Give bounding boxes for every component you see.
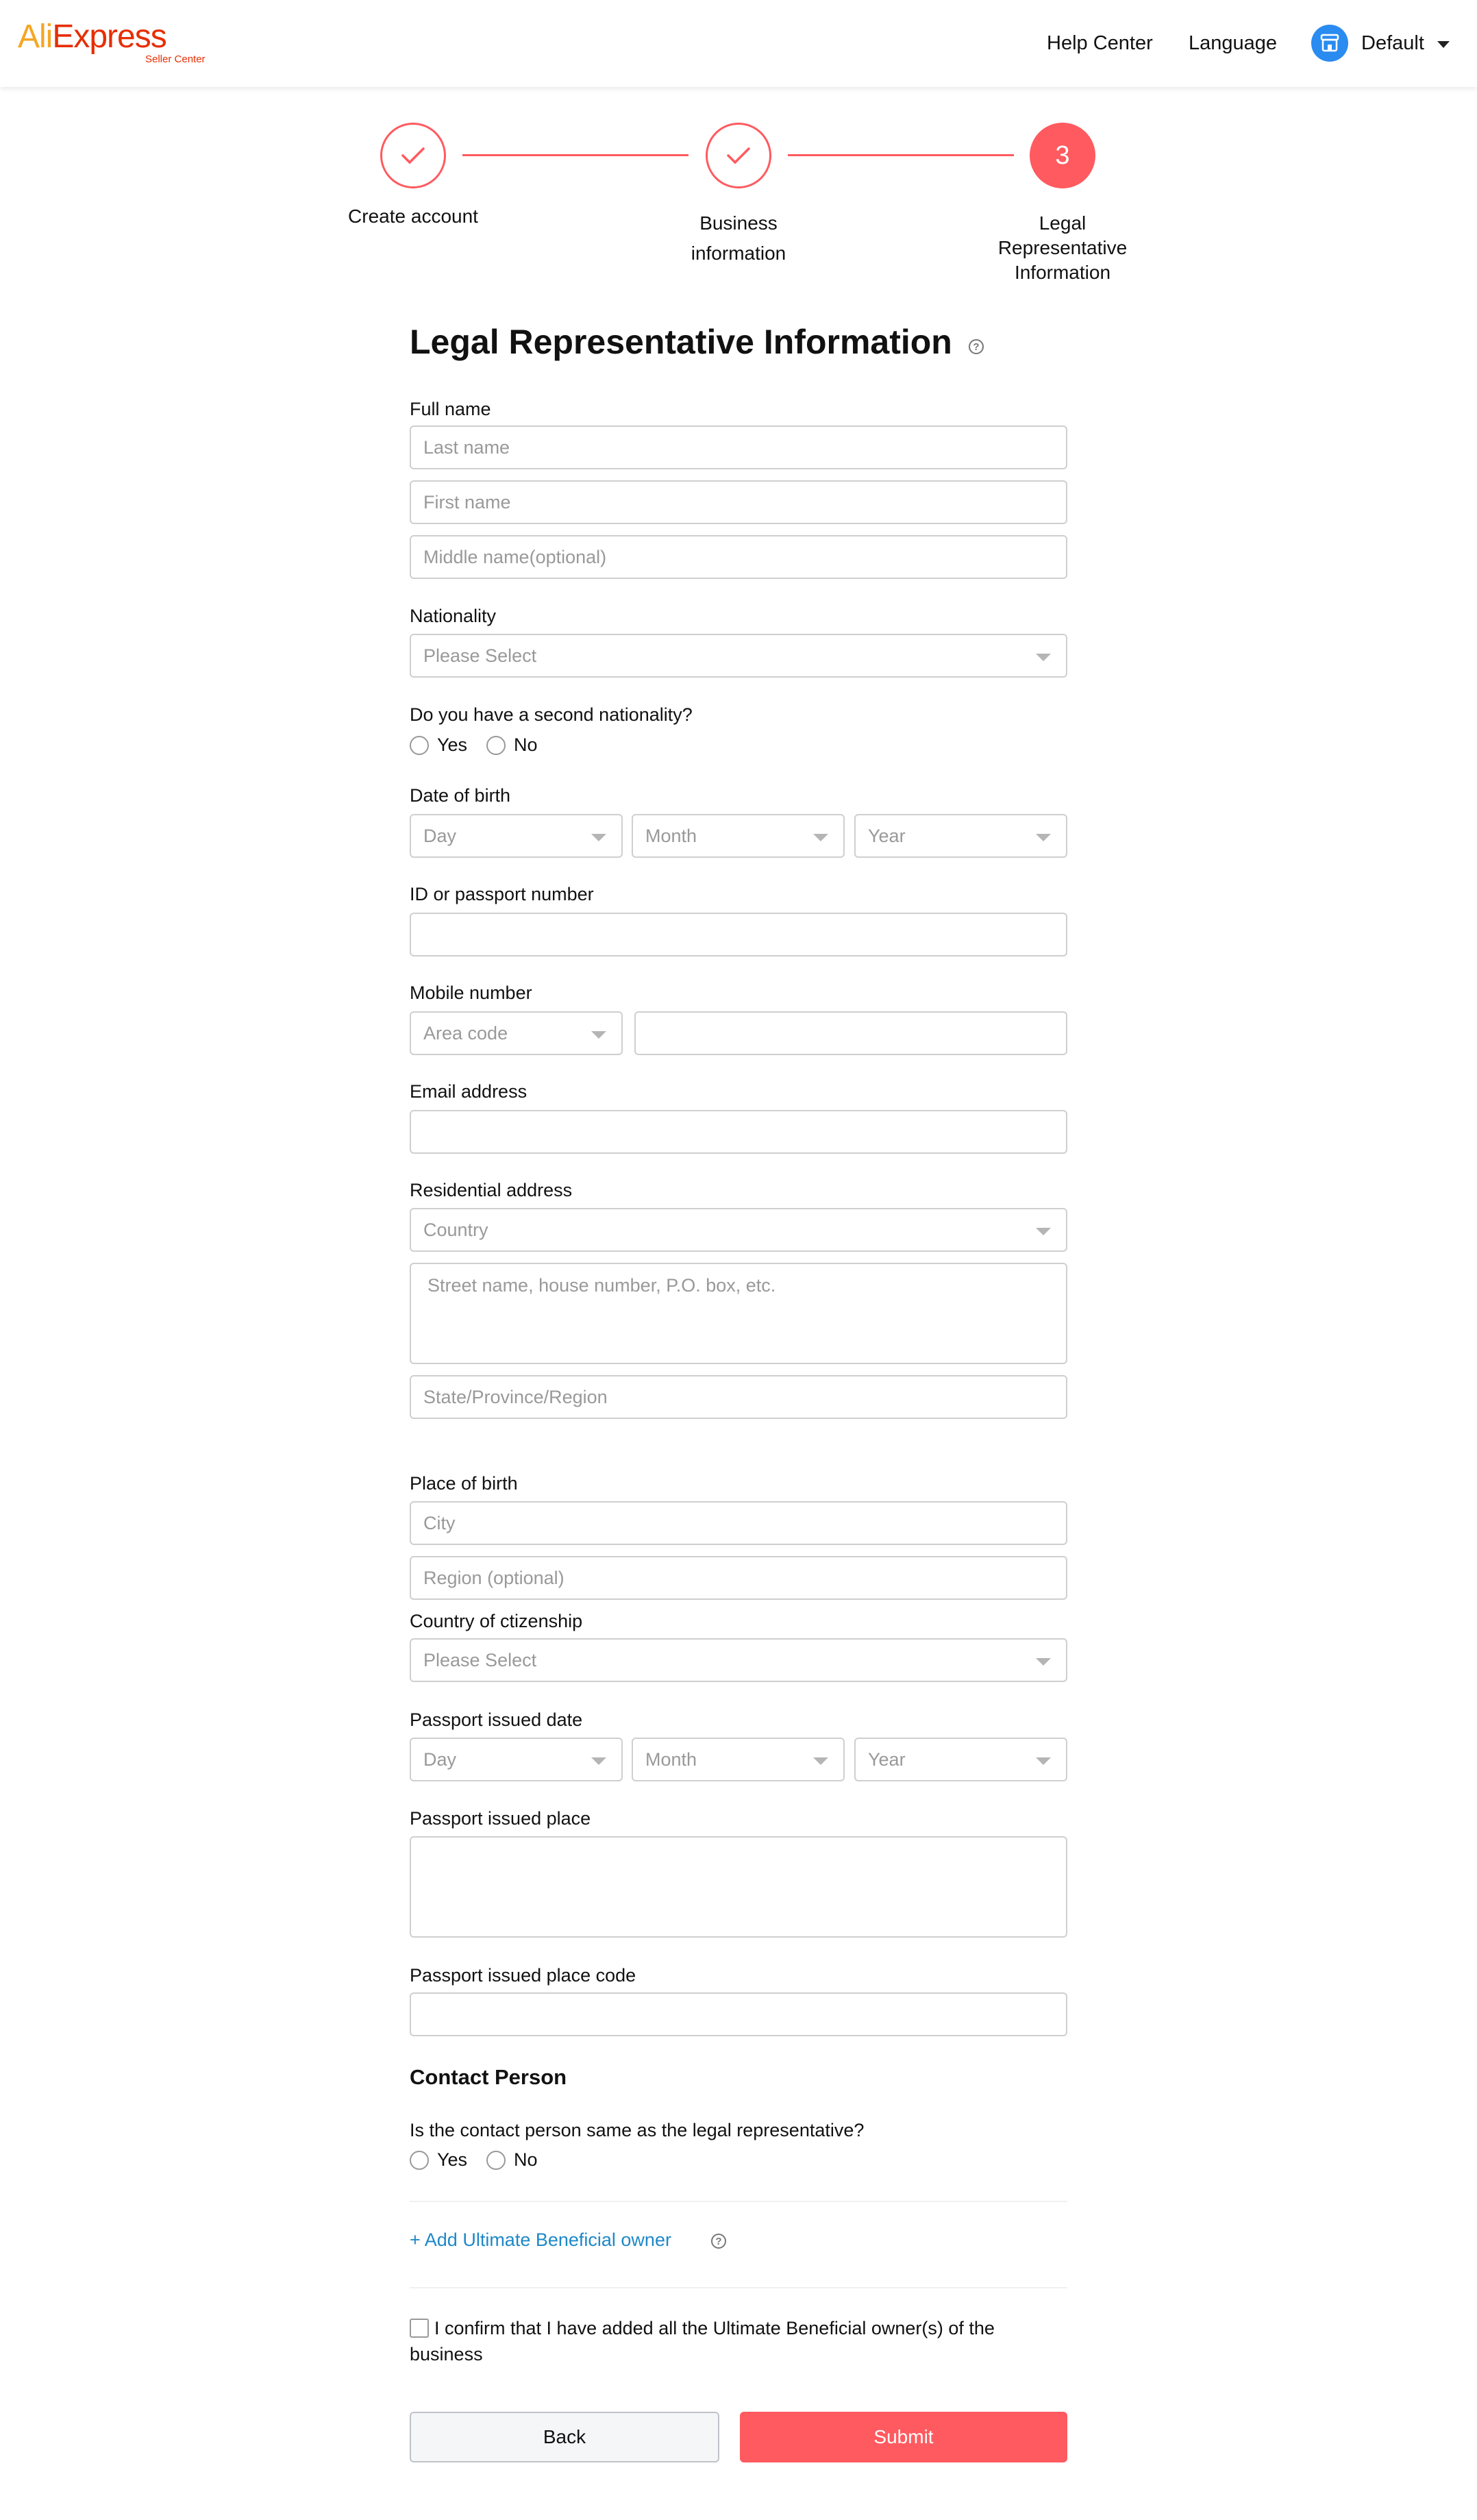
- add-beneficial-owner-link[interactable]: + Add Ultimate Beneficial owner: [410, 2229, 671, 2250]
- passport-place-code-label: Passport issued place code: [410, 1965, 636, 1986]
- email-input[interactable]: [410, 1110, 1067, 1154]
- residential-country-select[interactable]: [410, 1208, 1067, 1252]
- passport-place-label: Passport issued place: [410, 1808, 591, 1829]
- passport-month-value: Month: [645, 1749, 697, 1770]
- submit-button[interactable]: Submit: [740, 2412, 1067, 2462]
- citizenship-value: Please Select: [423, 1649, 537, 1670]
- help-center-link[interactable]: Help Center: [1047, 32, 1153, 54]
- mobile-number-label: Mobile number: [410, 983, 532, 1003]
- radio-button[interactable]: [486, 736, 506, 755]
- chevron-down-icon: [813, 1757, 828, 1765]
- radio-yes-label: Yes: [437, 2149, 468, 2170]
- area-code-value: Area code: [423, 1022, 508, 1043]
- contact-same-yes[interactable]: [410, 2149, 467, 2171]
- passport-year-select[interactable]: [854, 1738, 1067, 1781]
- step-2-check-icon: [706, 123, 771, 188]
- area-code-select[interactable]: [410, 1011, 623, 1055]
- chevron-down-icon: [1036, 1228, 1051, 1235]
- step-1-label: Create account: [348, 206, 478, 227]
- full-name-label: Full name: [410, 399, 491, 419]
- state-province-input[interactable]: State/Province/Region: [410, 1375, 1067, 1419]
- nationality-select-value: Please Select: [423, 645, 537, 666]
- contact-question-label: Is the contact person same as the legal representative?: [410, 2120, 865, 2140]
- radio-button[interactable]: [410, 736, 429, 755]
- birth-day-value: Day: [423, 825, 457, 846]
- second-nationality-radios: [410, 734, 557, 756]
- confirm-ubo-checkbox[interactable]: [410, 2319, 429, 2338]
- radio-button[interactable]: [486, 2151, 506, 2170]
- section-divider: [410, 2287, 1067, 2288]
- language-link[interactable]: Language: [1189, 32, 1278, 54]
- residential-country-value: Country: [423, 1219, 488, 1240]
- last-name-input[interactable]: Last name: [410, 425, 1067, 469]
- aliexpress-logo[interactable]: [18, 18, 206, 65]
- top-header: [0, 0, 1477, 87]
- radio-no-label: No: [514, 734, 538, 755]
- account-menu[interactable]: Default: [1361, 32, 1424, 54]
- help-question-icon[interactable]: ?: [969, 339, 984, 354]
- step-connector: [788, 154, 1014, 156]
- chevron-down-icon: [591, 834, 606, 841]
- step-3-label: Legal Representative Information: [997, 212, 1128, 283]
- chevron-down-icon: [1036, 654, 1051, 661]
- second-nationality-no[interactable]: [486, 734, 538, 756]
- id-number-input[interactable]: [410, 913, 1067, 956]
- step-2-label: Business information: [691, 212, 786, 264]
- radio-button[interactable]: [410, 2151, 429, 2170]
- store-icon[interactable]: [1311, 25, 1348, 62]
- step-1-check-icon: [380, 123, 446, 188]
- confirm-ubo-text: I confirm that I have added all the Ultimate Beneficial owner(s) of the business: [410, 2318, 995, 2364]
- passport-date-label: Passport issued date: [410, 1709, 583, 1730]
- logo-subtitle: Seller Center: [145, 53, 206, 65]
- chevron-down-icon: [591, 1757, 606, 1765]
- passport-place-code-input[interactable]: [410, 1992, 1067, 2036]
- contact-same-radios: [410, 2149, 557, 2171]
- help-question-icon[interactable]: ?: [711, 2234, 726, 2249]
- second-nationality-label: Do you have a second nationality?: [410, 704, 693, 725]
- birth-month-value: Month: [645, 825, 697, 846]
- contact-same-no[interactable]: [486, 2149, 538, 2171]
- first-name-input[interactable]: First name: [410, 480, 1067, 524]
- passport-day-select[interactable]: [410, 1738, 623, 1781]
- passport-year-value: Year: [868, 1749, 906, 1770]
- date-of-birth-label: Date of birth: [410, 785, 511, 806]
- chevron-down-icon[interactable]: [1437, 41, 1450, 48]
- contact-person-title: Contact Person: [410, 2065, 567, 2089]
- nationality-label: Nationality: [410, 606, 497, 626]
- section-divider: [410, 2201, 1067, 2202]
- place-of-birth-label: Place of birth: [410, 1473, 518, 1494]
- second-nationality-yes[interactable]: [410, 734, 467, 756]
- citizenship-select[interactable]: [410, 1638, 1067, 1682]
- radio-no-label: No: [514, 2149, 538, 2170]
- nationality-select[interactable]: [410, 634, 1067, 678]
- birth-year-value: Year: [868, 825, 906, 846]
- residential-address-label: Residential address: [410, 1180, 573, 1200]
- birth-month-select[interactable]: [632, 814, 845, 858]
- chevron-down-icon: [1036, 1658, 1051, 1666]
- step-connector: [462, 154, 688, 156]
- email-label: Email address: [410, 1081, 528, 1102]
- street-address-textarea[interactable]: Street name, house number, P.O. box, etc.: [410, 1263, 1067, 1364]
- chevron-down-icon: [591, 1031, 606, 1039]
- step-3-number: 3: [1030, 123, 1095, 188]
- radio-yes-label: Yes: [437, 734, 468, 755]
- logo-text-express: Express: [52, 18, 166, 55]
- birth-year-select[interactable]: [854, 814, 1067, 858]
- chevron-down-icon: [1036, 1757, 1051, 1765]
- chevron-down-icon: [1036, 834, 1051, 841]
- middle-name-input[interactable]: Middle name(optional): [410, 535, 1067, 579]
- mobile-number-input[interactable]: [634, 1011, 1067, 1055]
- back-button[interactable]: Back: [410, 2412, 719, 2462]
- birth-region-input[interactable]: Region (optional): [410, 1556, 1067, 1600]
- passport-day-value: Day: [423, 1749, 457, 1770]
- page-title: Legal Representative Information: [410, 323, 952, 361]
- chevron-down-icon: [813, 834, 828, 841]
- birth-city-input[interactable]: City: [410, 1501, 1067, 1545]
- passport-place-textarea[interactable]: [410, 1836, 1067, 1938]
- passport-month-select[interactable]: [632, 1738, 845, 1781]
- id-number-label: ID or passport number: [410, 884, 594, 904]
- birth-day-select[interactable]: [410, 814, 623, 858]
- citizenship-label: Country of ctizenship: [410, 1611, 583, 1631]
- logo-text-ali: Ali: [18, 18, 53, 55]
